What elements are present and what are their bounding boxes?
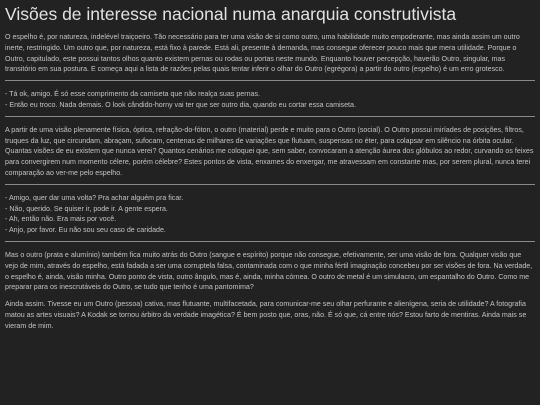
dialogue-line: - Anjo, por favor. Eu não sou seu caso de caridade. xyxy=(5,226,166,235)
dialogue-block-shirt xyxy=(5,89,535,111)
dialogue-line: - Não, querido. Se quiser ir, pode ir. A gente espera. xyxy=(5,204,168,213)
page-title: Visões de interesse nacional numa anarquia construtivista xyxy=(5,4,457,24)
section-divider xyxy=(5,184,535,185)
dialogue-line: - Ah, então não. Era mais por você. xyxy=(5,215,117,224)
paragraph-mirror-intro: O espelho é, por natureza, indelével traiçoeiro. Tão necessário para ter uma visão de si como outro, uma habilidade muito empoderante, mas ainda assim um outro inerte, restringido. Um outro que, por natureza, está fixo à parede. Está ali, presente à demanda, mas consegue oferecer pouco mais que mera utilidade. Porque o Outro, capitulado, este possui tantos olhos quanto existem pernas ou rodas ou portas neste mundo. Enquanto houver percepção, haverão Outro, singular, mas transitório em sua postura. E começa aqui a lista de razões pelas quais tentar inferir o olhar do Outro (egrégora) a partir do outro (espelho) é um erro grotesco. xyxy=(5,33,520,74)
dialogue-line: - Amigo, quer dar uma volta? Pra achar alguém pra ficar. xyxy=(5,193,184,202)
dialogue-block-walk xyxy=(5,193,535,236)
paragraph-silver-aluminum: Mas o outro (prata e alumínio) também fica muito atrás do Outro (sangue e espírito) porque não consegue, efetivamente, ser uma visão de fora. Qualquer visão que vejo de mim, através do espelho, está fadada a ser uma corruptela falsa, contaminada com o que minha fértil imaginação concebeu por ser visões de fora. Na verdade, o espelho é, ainda, visão minha. Outro ponto de vista, outro ângulo, mas é, ainda, minha córnea. O outro de metal é um simulacro, um espantalho do Outro. Como me preparar para os inescrutáveis do Outro, se tudo que tenho é uma pantomima? xyxy=(5,250,533,292)
section-divider xyxy=(5,241,535,242)
dialogue-line: - Então eu troco. Nada demais. O look cândido-horny vai ter que ser outro dia, quando eu cortar essa camiseta. xyxy=(5,100,356,109)
dialogue-line: - Tá ok, amigo. É só esse comprimento da camiseta que não realça suas pernas. xyxy=(5,90,260,99)
section-divider xyxy=(5,116,535,117)
paragraph-closing: Ainda assim. Tivesse eu um Outro (pessoa) cativa, mas flutuante, multifacetada, para comunicar-me seu olhar perfurante e alienígena, seria de utilidade? A fotografia matou as artes visuais? A Kodak se tornou árbitro da verdade imagética? É bem posto que, oras, não. É só que, cá entre nós? Estou farto de mentiras. Ainda mais se vieram de mim. xyxy=(5,300,527,330)
paragraph-optical-vision: A partir de uma visão plenamente física, óptica, refração-do-fóton, o outro (material) perde e muito para o Outro (social). O Outro possui miríades de posições, filtros, truques da luz, que circundam, abraçam, sufocam, centenas de milhares de variações que flutuam, suspensas no éter, para colapsar em silêncio na órbita ocular. Quantas visões de eu existem que nunca verei? Quantos cenários me coloquei que, sem saber, convocaram a atenção áurea dos glóbulos ao redor, curvando os feixes para convergirem num momento célere, porém célebre? Estes pontos de vista, enxames do enxergar, me atravessam em constante mas, por serem plural, nunca terei comparação ao ver-me pelo espelho. xyxy=(5,125,534,177)
section-divider xyxy=(5,80,535,81)
